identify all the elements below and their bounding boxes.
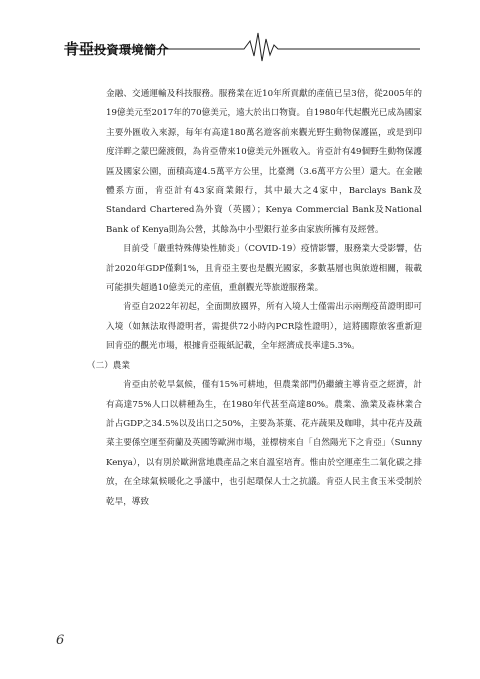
paragraph-border-reopening: 肯亞自2022年初起，全面開放國界，所有入境人士僅需出示兩劑疫苗證明即可入境（如無法取得證明者，需提供72小時內PCR陰性證明），這將國際旅客重新迎回肯亞的觀光市場，根據肯亞報紙記載，全年經濟成長率達5.3%。 [106,302,422,352]
header-title [64,38,169,59]
paragraph-agriculture: 肯亞由於乾旱氣候，僅有15%可耕地，但農業部門仍繼續主導肯亞之經濟，計有高達75%人口以耕種為生，在1980年代甚至高達80%。農業、漁業及森林業合計占GDP之34.5%以及出口之50%，主要為茶葉、花卉蔬果及咖啡，其中花卉及蔬菜主要係空運至荷蘭及英國等歐洲市場，並標榜來自「自然陽光下之肯亞」（Sunny Kenya），以有別於歐洲當地農產品之來自溫室培育。惟由於空運產生二氧化碳之排放，在全球氣候暖化之爭議中，也引起環保人士之抗議。肯亞人民主食玉米受制於乾旱，導致 [106,380,422,507]
page-number: 6 [56,633,65,648]
page-header [0,0,480,72]
header-title-country: 肯亞 [64,40,95,58]
section-heading-agriculture: （二）農業 [87,360,130,371]
document-body [87,85,422,512]
paragraph-services: 金融、交通運輸及科技服務。服務業在近10年所貢獻的產值已呈3倍，從2005年的19億美元至2017年的70億美元，遠大於出口物資。自1980年代起觀光已成為國家主要外匯收入來源，每年有高達180萬名遊客前來觀光野生動物保護區，或是到印度洋畔之蒙巴薩渡假，為肯亞帶來10億美元外匯收入。肯亞計有49個野生動物保護區及國家公園，面積高達4.5萬平方公里，比臺灣（3.6萬平方公里）還大。在金融體系方面，肯亞計有43家商業銀行，其中最大之4家中，Barclays Bank及Standard Chartered為外資（英國）；Kenya Commercial Bank及National Bank of Kenya則為公營，其餘為中小型銀行並多由家族所擁有及經營。 [106,89,422,235]
header-title-subtitle: 投資環境簡介 [94,43,170,57]
heartbeat-line-decoration [0,0,480,72]
paragraph-covid-impact: 目前受「嚴重特殊傳染性肺炎」（COVID-19）疫情影響，服務業大受影響，估計2020年GDP僅剩1%，且肯亞主要也是觀光國家，多數基層也與旅遊相關，報載可能損失超過10億美元的產值，重創觀光等旅遊服務業。 [106,244,422,294]
